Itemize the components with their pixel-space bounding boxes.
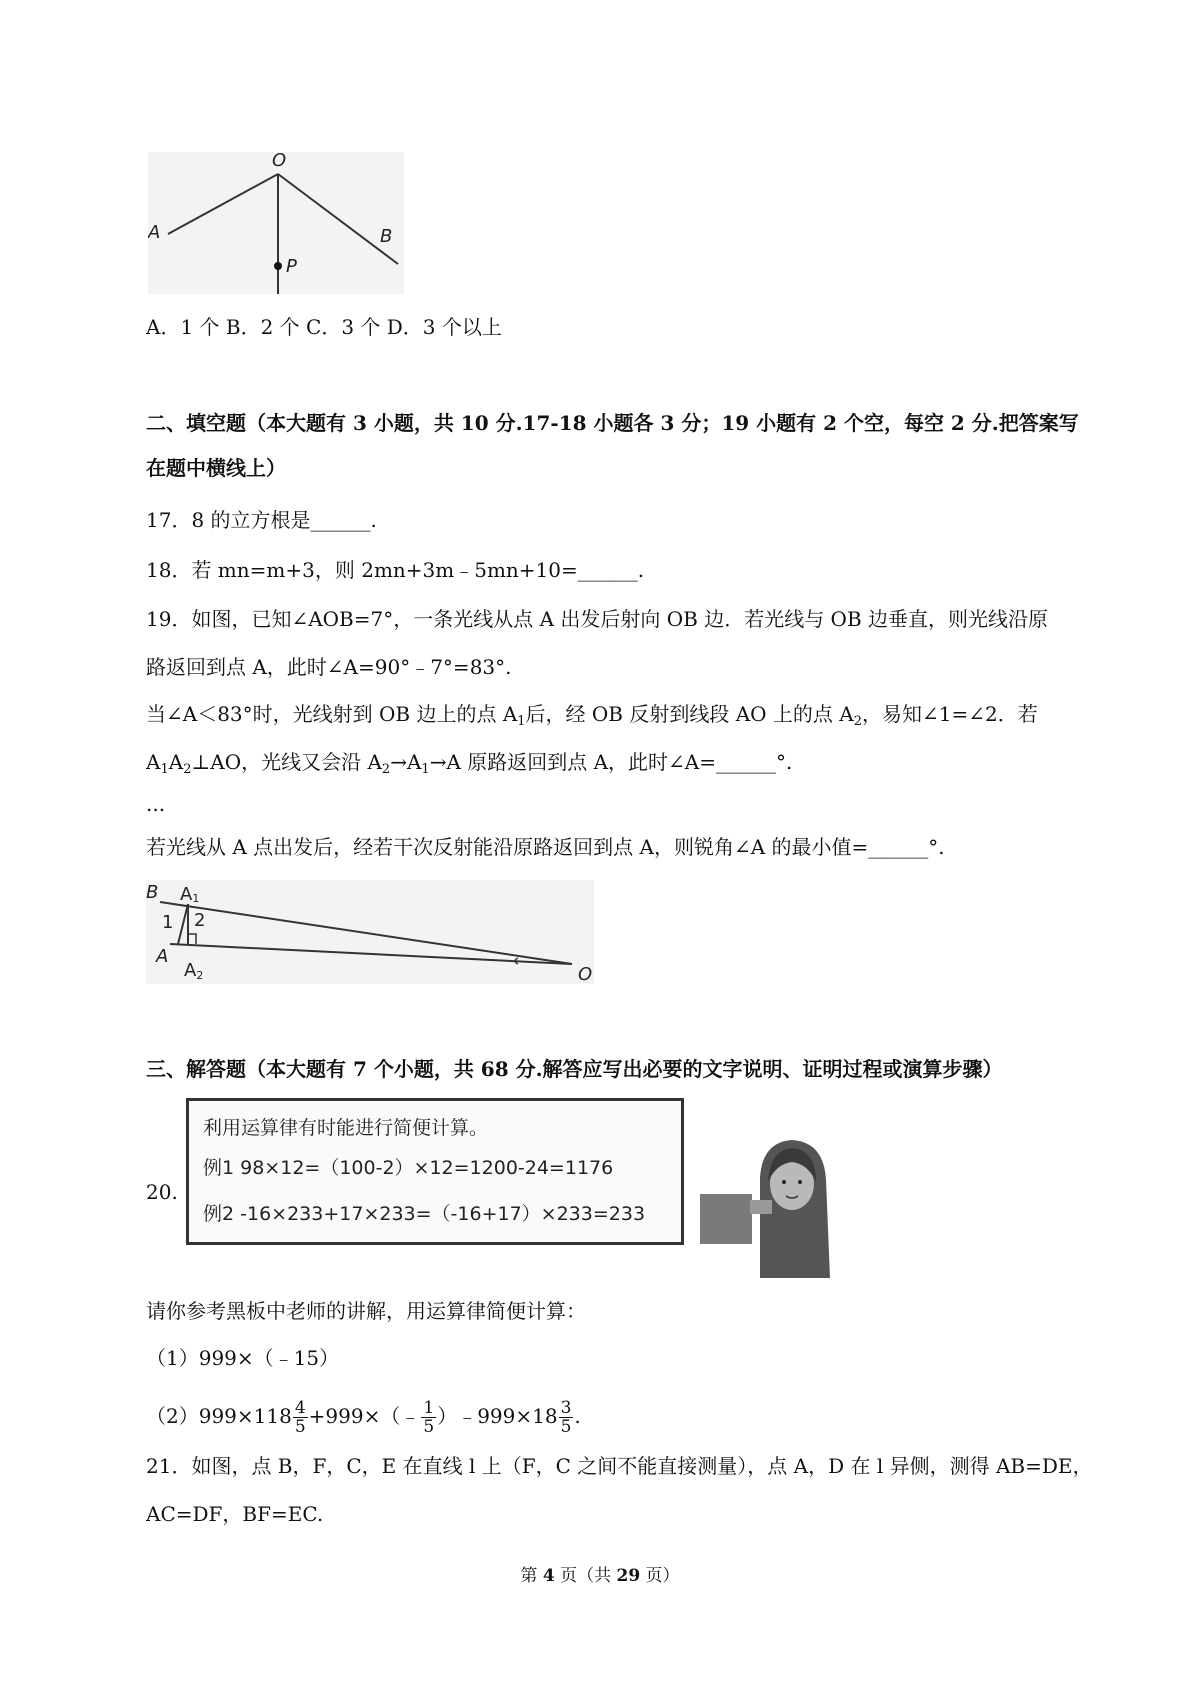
board-title: 利用运算律有时能进行简便计算。: [203, 1117, 489, 1139]
question-18: 18．若 mn=m+3，则 2mn+3m﹣5mn+10=______.: [146, 558, 645, 582]
footer-total-pages: 29: [616, 1566, 641, 1586]
fraction-3-5: $\frac{3}{5}$: [560, 1398, 572, 1437]
q19-line1: 19．如图，已知∠AOB=7°，一条光线从点 A 出发后射向 OB 边．若光线与 OB 边垂直，则光线沿原: [146, 607, 1049, 631]
q20-prompt: 请你参考黑板中老师的讲解，用运算律简便计算：: [146, 1299, 586, 1323]
q20-number: 20.: [146, 1180, 178, 1204]
page-footer: 第 4 页（共 29 页）: [520, 1566, 680, 1586]
q19-line3: 当∠A＜83°时，光线射到 OB 边上的点 $A_1$后，经 OB 反射到线段 AO 上的点 $A_2$，易知∠1=∠2．若: [146, 702, 1038, 729]
q19-ellipsis: ...: [146, 792, 166, 816]
teacher-illustration: [700, 1098, 834, 1278]
label-o2: O: [578, 964, 593, 984]
q19-line2: 路返回到点 A，此时∠A=90°﹣7°=83°.: [146, 655, 512, 679]
label-angle2: 2: [194, 910, 206, 931]
q16-options: A．1 个 B．2 个 C．3 个 D．3 个以上: [146, 315, 502, 339]
q20-part1: （1）999×（﹣15）: [146, 1346, 340, 1370]
q20-part2: （2）999×118 $\frac{4}{5}$ +999×（﹣ $\frac{1}{5}$ ）﹣999×18 $\frac{3}{5}$ .: [146, 1398, 581, 1437]
board-example1: 例1 98×12=（100-2）×12=1200-24=1176: [203, 1157, 614, 1179]
label-a1: A1: [180, 884, 200, 905]
q19-line5: 若光线从 A 点出发后，经若干次反射能沿原路返回到点 A，则锐角∠A 的最小值=______°.: [146, 835, 945, 859]
label-o: O: [272, 152, 287, 171]
q19-line4: $A_1A_2\perp AO$，光线又会沿 $A_2\to A_1\to A$ 原路返回到点 A，此时∠A=______°.: [146, 750, 793, 777]
board-example2: 例2 -16×233+17×233=（-16+17）×233=233: [203, 1203, 646, 1225]
fraction-4-5: $\frac{4}{5}$: [294, 1398, 306, 1437]
label-b2: B: [146, 882, 159, 903]
question-17: 17．8 的立方根是______.: [146, 508, 377, 532]
label-b: B: [380, 226, 393, 247]
figure-reflection: [146, 880, 594, 984]
label-a2: A2: [184, 960, 204, 982]
q21-line1: 21．如图，点 B，F，C，E 在直线 l 上（F，C 之间不能直接测量），点 A，D 在 l 异侧，测得 AB=DE，: [146, 1454, 1093, 1478]
section3-title: 三、解答题（本大题有 7 个小题，共 68 分.解答应写出必要的文字说明、证明过程或演算步骤）: [146, 1057, 1003, 1081]
label-a: A: [148, 222, 161, 243]
section2-title-line2: 在题中横线上）: [146, 456, 286, 480]
footer-page-number: 4: [542, 1566, 555, 1586]
label-a-vertex: A: [156, 946, 169, 967]
section2-title-line1: 二、填空题（本大题有 3 小题，共 10 分.17-18 小题各 3 分；19 小题有 2 个空，每空 2 分.把答案写: [146, 411, 1079, 435]
q21-line2: AC=DF，BF=EC.: [146, 1502, 324, 1526]
figure-angle-aob: [148, 152, 404, 294]
label-p: P: [286, 256, 297, 277]
fraction-1-5: $\frac{1}{5}$: [423, 1398, 435, 1437]
blackboard: [186, 1098, 684, 1245]
label-angle1: 1: [162, 912, 174, 933]
